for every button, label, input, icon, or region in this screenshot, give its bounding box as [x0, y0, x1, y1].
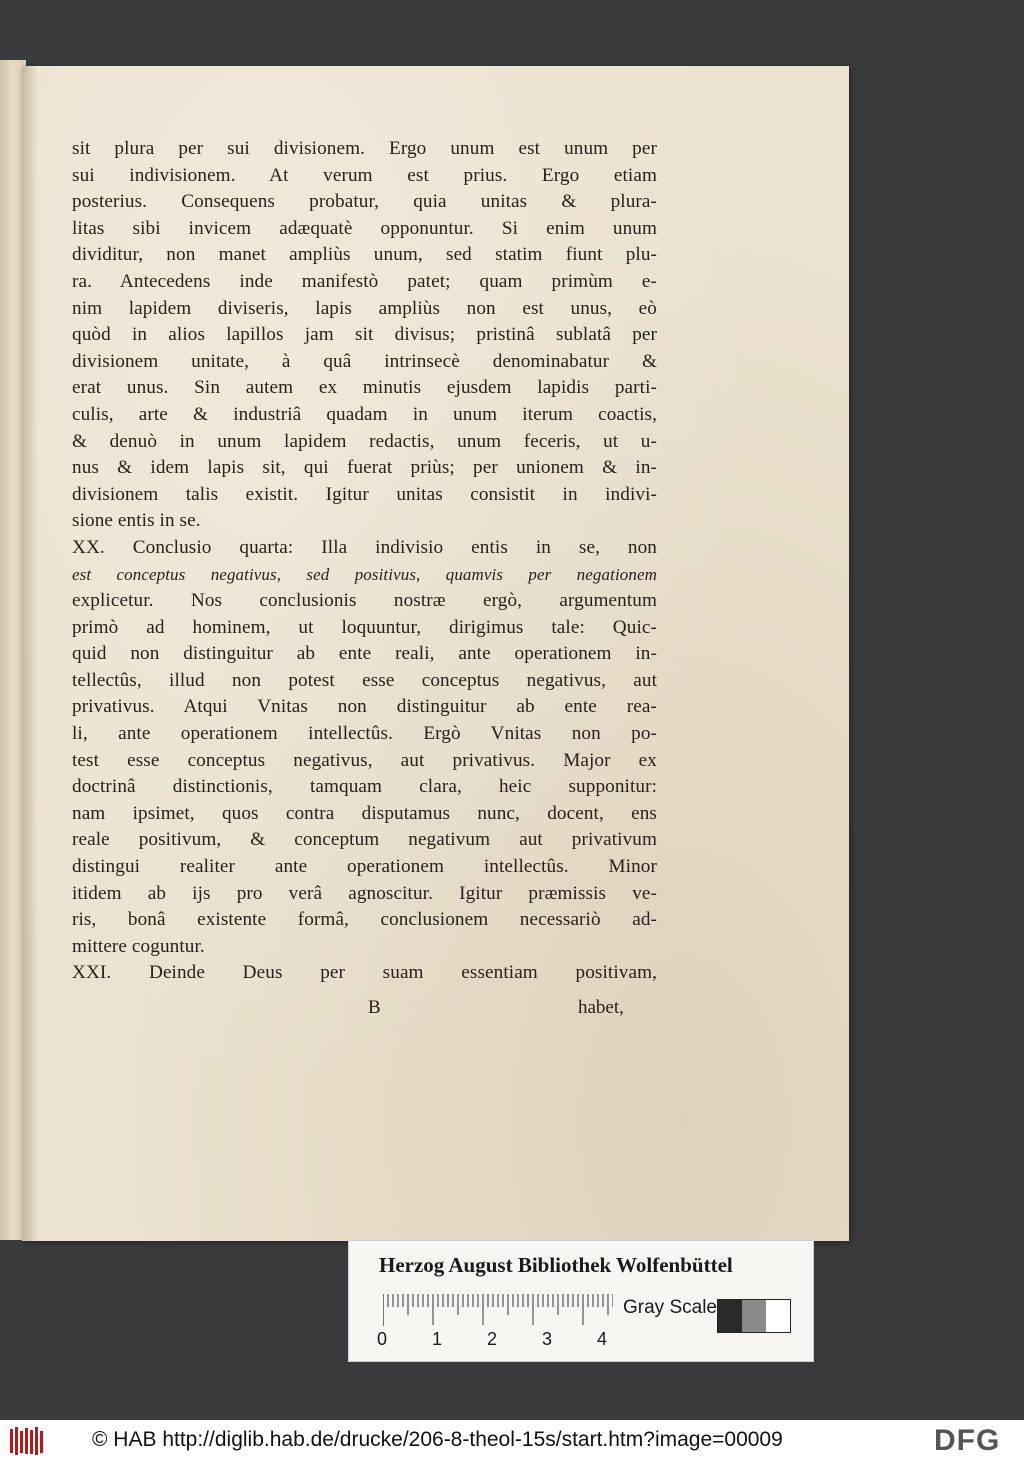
text-line: dividitur, non manet ampliùs unum, sed statim fiunt plu- — [72, 244, 657, 266]
text-line: divisionem unitate, à quâ intrinsecè denominabatur & — [72, 350, 657, 372]
ruler-number: 2 — [487, 1329, 498, 1349]
text-line: mittere coguntur. — [72, 935, 205, 957]
text-line: & denuò in unum lapidem redactis, unum feceris, ut u- — [72, 430, 657, 452]
text-line: litas sibi invicem adæquatè opponuntur. Si enim unum — [72, 217, 657, 239]
text-line: nim lapidem diviseris, lapis ampliùs non est unus, eò — [72, 297, 657, 319]
text-line: nus & idem lapis sit, qui fuerat priùs; per unionem & in- — [72, 457, 657, 479]
gray-swatch — [742, 1300, 766, 1332]
ruler-number: 1 — [432, 1329, 443, 1349]
hab-logo-icon — [8, 1425, 48, 1457]
ruler-numbers — [377, 1329, 617, 1353]
text-line: itidem ab ijs pro verâ agnoscitur. Igitur præmissis ve- — [72, 882, 657, 904]
library-name: Herzog August Bibliothek Wolfenbüttel — [379, 1253, 733, 1277]
text-line: est conceptus negativus, sed positivus, quamvis per negationem — [72, 564, 657, 584]
text-line: sui indivisionem. At verum est prius. Ergo etiam — [72, 164, 657, 186]
footer-bar — [0, 1420, 1024, 1462]
text-line: XX. Conclusio quarta: Illa indivisio entis in se, non — [72, 536, 657, 558]
text-line: tellectûs, illud non potest esse conceptus negativus, aut — [72, 669, 657, 691]
text-line: XXI. Deinde Deus per suam essentiam positivam, — [72, 962, 657, 984]
gray-swatch — [718, 1300, 742, 1332]
text-line: reale positivum, & conceptum negativum aut privativum — [72, 829, 657, 851]
ruler-scale — [383, 1293, 613, 1327]
footer-url[interactable]: © HAB http://diglib.hab.de/drucke/206-8-theol-15s/start.htm?image=00009 — [92, 1428, 783, 1451]
color-calibration-card — [348, 1240, 814, 1362]
text-line: primò ad hominem, ut loquuntur, dirigimus tale: Quic- — [72, 616, 657, 638]
text-line: ra. Antecedens inde manifestò patet; quam primùm e- — [72, 270, 657, 292]
text-line: erat unus. Sin autem ex minutis ejusdem lapidis parti- — [72, 377, 657, 399]
text-line: explicetur. Nos conclusionis nostræ ergò, argumentum — [72, 590, 657, 612]
page-text-block — [72, 136, 657, 987]
text-line: sione entis in se. — [72, 510, 201, 532]
text-line: doctrinâ distinctionis, tamquam clara, heic supponitur: — [72, 776, 657, 798]
text-line: ris, bonâ existente formâ, conclusionem necessariò ad- — [72, 909, 657, 931]
text-line: sit plura per sui divisionem. Ergo unum est unum per — [72, 138, 657, 159]
dfg-logo: DFG — [934, 1424, 1001, 1457]
text-line: culis, arte & industriâ quadam in unum iterum coactis, — [72, 403, 657, 425]
page-gutter-shadow — [22, 66, 38, 1241]
ruler-number: 0 — [377, 1329, 388, 1349]
text-line: quid non distinguitur ab ente reali, ante operationem in- — [72, 643, 657, 665]
text-line: privativus. Atqui Vnitas non distinguitur ab ente rea- — [72, 696, 657, 718]
text-line: distingui realiter ante operationem intellectûs. Minor — [72, 856, 657, 878]
ruler-number: 3 — [542, 1329, 553, 1349]
gray-swatch — [766, 1300, 790, 1332]
text-line: divisionem talis existit. Igitur unitas consistit in indivi- — [72, 483, 657, 505]
catchword: habet, — [578, 997, 624, 1018]
text-line: nam ipsimet, quos contra disputamus nunc, docent, ens — [72, 802, 657, 824]
text-line: posterius. Consequens probatur, quia unitas & plura- — [72, 191, 657, 213]
signature-mark: B — [368, 997, 381, 1018]
text-line: li, ante operationem intellectûs. Ergò Vnitas non po- — [72, 723, 657, 745]
ruler-number: 4 — [597, 1329, 608, 1349]
text-line: quòd in alios lapillos jam sit divisus; pristinâ sublatâ per — [72, 324, 657, 346]
gray-scale-swatches — [717, 1299, 791, 1333]
gray-scale-label: Gray Scale — [623, 1297, 717, 1318]
text-line: test esse conceptus negativus, aut privativus. Major ex — [72, 749, 657, 771]
